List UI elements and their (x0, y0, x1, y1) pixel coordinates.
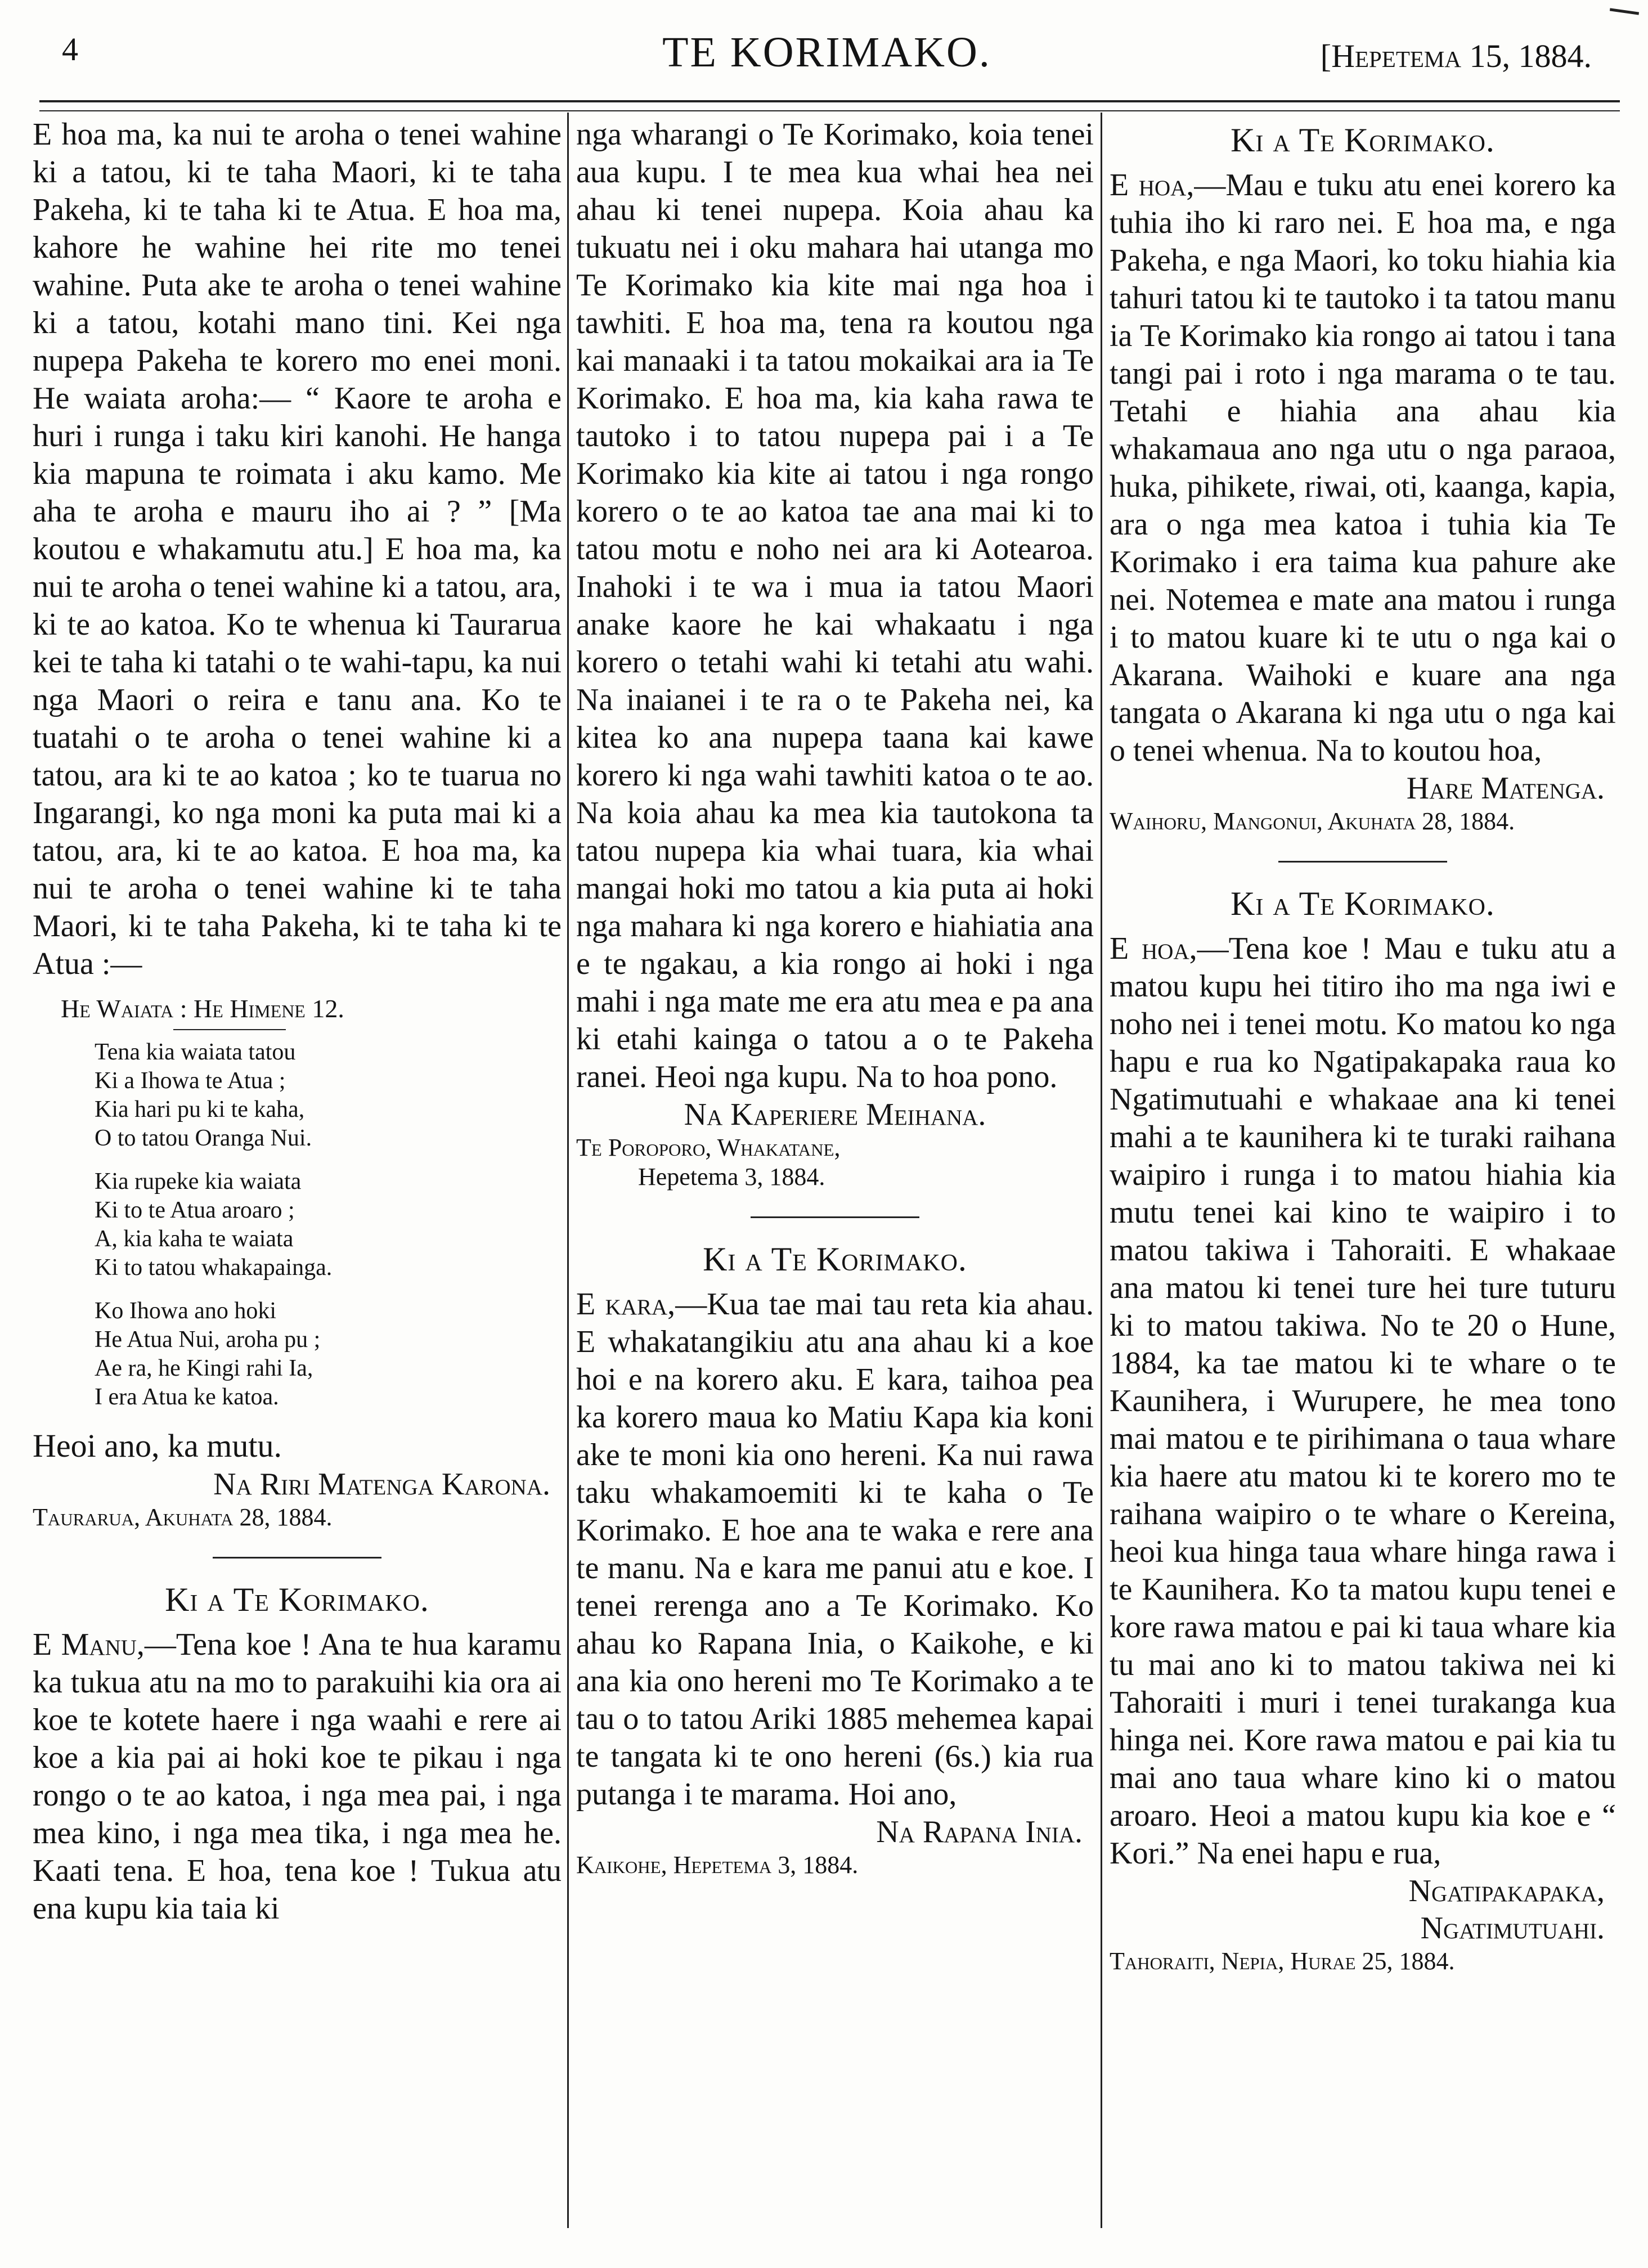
verse-line: Kia hari pu ki te kaha, (95, 1097, 305, 1122)
salutation: E Manu, (33, 1627, 145, 1662)
column-divider (567, 113, 569, 2228)
letter-body (1110, 930, 1616, 1872)
hymn-title: He Waiata : He Himene 12. (61, 994, 344, 1023)
dateline: Hepetema 3, 1884. (638, 1163, 825, 1191)
salutation: E hoa, (1110, 931, 1197, 966)
newspaper-title: TE KORIMAKO. (662, 29, 991, 76)
page-number: 4 (62, 31, 78, 68)
signature: Ngatipakapaka, (1408, 1874, 1605, 1908)
column-divider (1101, 113, 1102, 2228)
letter-text: —Tena koe ! Mau e tuku atu a matou kupu hei titiro iho ma nga iwi e noho nei i tenei motu. Ko matou ko nga hapu e rua ko Ngatipakapaka raua ko Ngatimutuahi e whakaae ana ki tenei mahi a te kaunihera ki te turaki raihana waipiro i runga i to matou hiahia kia mutu tenei kai kino te waipiro i to matou takiwa i Tahoraiti. E whakaae ana matou ki tenei ture hei ture tuturu ki to matou takiwa. No te 20 o Hune, 1884, ka tae matou ki te whare o te Kaunihera, i Wurupere, he mea tono mai matou e te pirihimana o taua whare kia haere atu matou ki te korero mo te raihana waipiro o te whare o Kereina, heoi kua hinga taua whare hinga rawa i te Kaunihera. Ko ta matou kupu tenei e kore rawa matou e pai ki taua whare kia tu mai ano ki to matou takiwa nei ki Tahoraiti i muri i tenei turakanga kua hinga nei. Kore rawa matou e pai kia tu mai ano taua whare kino ki o matou aroaro. Heoi a matou kupu kia koe e “ Kori.” Na enei hapu e rua, (1110, 931, 1616, 1871)
dateline: Taurarua, Akuhata 28, 1884. (33, 1503, 333, 1531)
letter-text: —Kua tae mai tau reta kia ahau. E whakatangikiu atu ana ahau ki a koe hoi e na korero aku. E kara, taihoa pea ka korero maua ko Matiu Kapa kia koni ake te moni kia ono hereni. Ka nui rawa taku whakamoemiti ki te kaha o Te Korimako. E hoe ana te waka e rere ana te manu. Na e kara me panui atu e koe. I tenei rerenga ano a Te Korimako. Ko ahau ko Rapana Inia, o Kaikohe, e ki ana kia ono hereni mo Te Korimako a te tau o to tatou Ariki 1885 mehemea kapai te tangata ki te ono hereni (6s.) kia rua putanga i te marama. Hoi ano, (576, 1287, 1094, 1812)
letter-body: nga wharangi o Te Korimako, koia tenei aua kupu. I te mea kua whai hea nei ahau ki tenei nupepa. Koia ahau ka tukuatu nei i oku mahara hai utanga mo Te Korimako kia kite mai nga hoa i tawhiti. E hoa ma, tena ra koutou nga kai manaaki i ta tatou mokaikai ara ia Te Korimako. E hoa ma, kia kaha rawa te tautoko i to tatou nupepa pai i a Te Korimako kia kite ai tatou i nga rongo korero o te ao katoa tae ana mai ki to tatou motu e noho nei ara ki Aotearoa. Inahoki i te wa i mua ia tatou Maori anake kaore he kai whakaatu i nga korero o tetahi wahi ki tetahi atu wahi. Na inaianei i te ra o te Pakeha nei, ka kitea ko ana nupepa taana kai kawe korero ki nga wahi tawhiti katoa o te ao. Na koia ahau ka mea kia tautokona ta tatou nupepa kia whai tuara, kia whai mangai hoki mo tatou a kia puta ai hoki nga mahara ki nga korero e hiahiatia ana e te ngakau, a kia rongo ai hoki i nga mahi i nga mate me era atu mea e pa ana ki etahi kainga o tatou a o te Pakeha ranei. Heoi nga kupu. Na to hoa pono. (576, 117, 1094, 1094)
column-3 (1110, 116, 1616, 2220)
masthead-rule-thin (39, 110, 1620, 111)
salutation: E kara, (576, 1287, 676, 1322)
corner-mark (1610, 8, 1639, 15)
letter-body (1110, 167, 1616, 770)
letter-heading: Ki a Te Korimako. (1231, 885, 1495, 922)
verse-line: Tena kia waiata tatou (95, 1039, 296, 1065)
issue-date: [Hepetema 15, 1884. (1320, 38, 1592, 74)
signature: Hare Matenga. (1406, 771, 1605, 806)
letter-text: —Mau e tuku atu enei korero ka tuhia iho ki raro nei. E hoa ma, e nga Pakeha, e nga Maori, ko toku hiahia kia tahuri tatou ki te tautoko i ta tatou manu ia Te Korimako kia rongo ai tatou i tana tangi pai i roto i nga marama o te tau. Tetahi e hiahia ana ahau kia whakamaua ano nga utu o nga paraoa, huka, pihikete, riwai, oti, kaanga, kapia, ara o nga mea katoa i tuhia kia Te Korimako i era taima kua pahure ake nei. Notemea e mate ana matou i runga i to matou kuare ki te utu o nga kai o Akarana. Waihoki e kuare ana nga tangata o Akarana ki nga utu o nga kai o tenei whenua. Na to koutou hoa, (1110, 168, 1616, 768)
letter-heading: Ki a Te Korimako. (703, 1241, 967, 1278)
letter-body: E hoa ma, ka nui te aroha o tenei wahine ki a tatou, ki te taha Maori, ki te taha Pakeha, ki te taha ki te Atua. E hoa ma, kahore he wahine hei rite mo tenei wahine. Puta ake te aroha o tenei wahine ki a tatou, kotahi mano tini. Kei nga nupepa Pakeha te korero mo enei moni. He waiata aroha:— “ Kaore te aroha e huri i runga i taku kiri kanohi. He hanga kia mapuna te roimata i aku kamo. Me aha te aroha e mauru iho ai ? ” [Ma koutou e whakamutu atu.] E hoa ma, ka nui te aroha o tenei wahine ki a tatou, ara, ki te ao katoa. Ko te whenua ki Taurarua kei te taha ki tatahi o te wahi-tapu, ka nui nga Maori o reira e tanu ana. Ko te tuatahi o te aroha o tenei wahine ki a tatou, ara ki te ao katoa ; ko te tuarua no Ingarangi, ko nga moni ka puta mai ki a tatou, ara, ki te ao katoa. E hoa ma, ka nui te aroha o tenei wahine ki te taha Maori, ki te taha Pakeha, ki te taha ki te Atua :— (33, 117, 562, 981)
signature: Ngatimutuahi. (1420, 1911, 1605, 1946)
letter-body (33, 1626, 562, 1928)
column-2 (576, 116, 1094, 2220)
letter-body (576, 1286, 1094, 1813)
masthead-rule-thick (39, 100, 1620, 102)
verse-line: I era Atua ke katoa. (95, 1384, 279, 1410)
salutation: E hoa, (1110, 168, 1195, 203)
verse-line: He Atua Nui, aroha pu ; (95, 1327, 321, 1353)
hymn-stanza (95, 1167, 562, 1282)
section-rule (751, 1216, 919, 1218)
verse-line: A, kia kaha te waiata (95, 1226, 294, 1252)
verse-line: Kia rupeke kia waiata (95, 1169, 302, 1194)
signature: Na Rapana Inia. (876, 1815, 1083, 1849)
column-1 (33, 116, 562, 2220)
hymn-stanza (95, 1297, 562, 1412)
hymn-rule (173, 1029, 286, 1030)
section-rule (1278, 861, 1447, 863)
hymn-stanza (95, 1038, 562, 1153)
letter-heading: Ki a Te Korimako. (165, 1581, 429, 1618)
letter-text: —Tena koe ! Ana te hua karamu ka tukua atu na mo to parakuihi kia ora ai koe te kotete haere i nga waahi e rere ai koe a kia pai ai hoki koe te pikau i nga rongo o te ao katoa, i nga mea pai, i nga mea kino, i nga mea tika, i nga mea he. Kaati tena. E hoa, tena koe ! Tukua atu ena kupu kia taia ki (33, 1627, 562, 1926)
closing-line: Heoi ano, ka mutu. (33, 1427, 282, 1464)
dateline: Waihoru, Mangonui, Akuhata 28, 1884. (1110, 807, 1515, 835)
verse-line: Ki to tatou whakapainga. (95, 1255, 333, 1281)
verse-line: O to tatou Oranga Nui. (95, 1125, 312, 1151)
dateline: Tahoraiti, Nepia, Hurae 25, 1884. (1110, 1947, 1455, 1975)
verse-line: Ko Ihowa ano hoki (95, 1298, 277, 1324)
masthead (39, 27, 1614, 89)
verse-line: Ki to te Atua aroaro ; (95, 1197, 295, 1223)
letter-heading: Ki a Te Korimako. (1231, 122, 1495, 159)
signature: Na Riri Matenga Karona. (213, 1467, 550, 1502)
signature: Na Kaperiere Meihana. (684, 1097, 986, 1132)
verse-line: Ae ra, he Kingi rahi Ia, (95, 1355, 313, 1381)
section-rule (213, 1557, 381, 1559)
dateline: Kaikohe, Hepetema 3, 1884. (576, 1851, 859, 1879)
dateline: Te Poroporo, Whakatane, (576, 1134, 841, 1161)
verse-line: Ki a Ihowa te Atua ; (95, 1068, 286, 1094)
